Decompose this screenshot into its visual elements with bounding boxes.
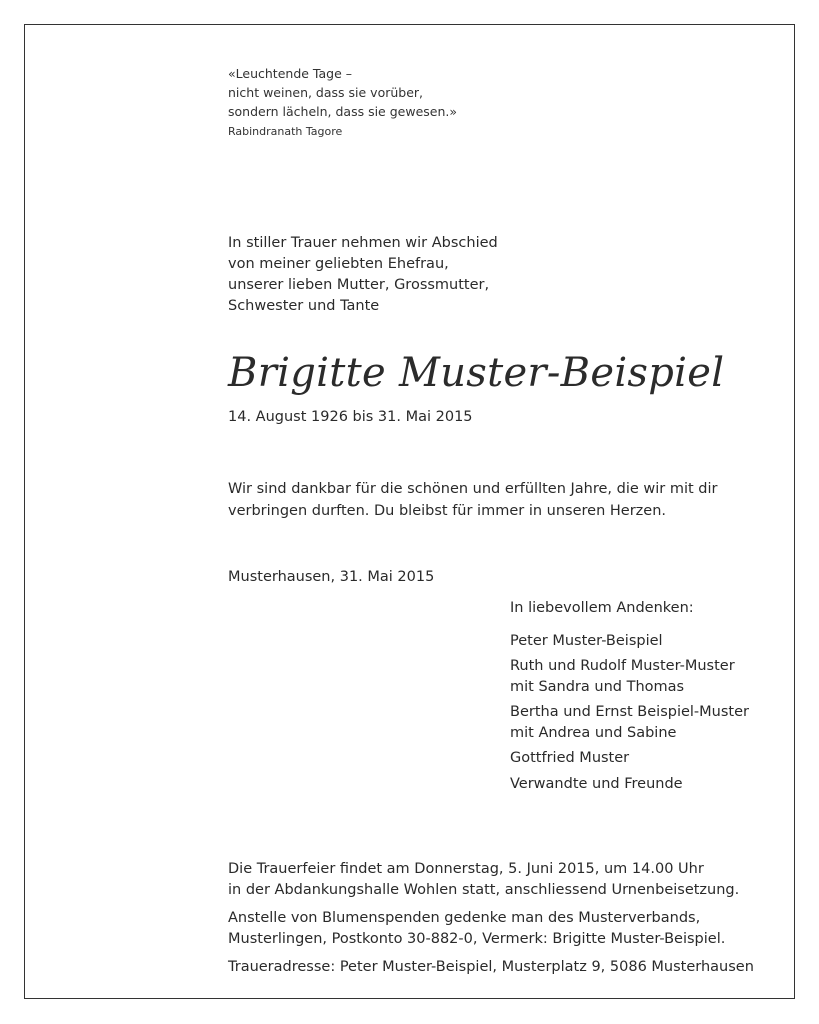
mourner-line: Peter Muster-Beispiel <box>510 632 663 649</box>
mourners-heading: In liebevollem Andenken: <box>510 600 694 616</box>
intro-line: In stiller Trauer nehmen wir Abschied <box>228 235 498 251</box>
mourner-line: Verwandte und Freunde <box>510 775 683 792</box>
mourning-address: Traueradresse: Peter Muster-Beispiel, Musterplatz 9, 5086 Musterhausen <box>228 959 754 975</box>
obituary-notice <box>228 64 768 978</box>
intro-text <box>228 233 768 317</box>
place-and-date: Musterhausen, 31. Mai 2015 <box>228 569 435 585</box>
epigraph-quote <box>228 64 768 121</box>
donation-line: Musterlingen, Postkonto 30-882-0, Vermerk: Brigitte Muster-Beispiel. <box>228 931 726 947</box>
gratitude-line: verbringen durften. Du bleibst für immer in unseren Herzen. <box>228 503 666 519</box>
ceremony-line: in der Abdankungshalle Wohlen statt, anschliessend Urnenbeisetzung. <box>228 882 740 898</box>
gratitude-text <box>228 478 768 522</box>
quote-line: nicht weinen, dass sie vorüber, <box>228 85 424 100</box>
mourner-line: Ruth und Rudolf Muster-Muster <box>510 658 735 674</box>
mourner-entry <box>510 656 768 697</box>
quote-line: «Leuchtende Tage – <box>228 66 352 81</box>
quote-line: sondern lächeln, dass sie gewesen.» <box>228 104 458 119</box>
mourner-line: mit Andrea und Sabine <box>510 724 677 741</box>
mourner-entry <box>510 631 768 652</box>
quote-author: Rabindranath Tagore <box>228 125 343 138</box>
ceremony-line: Die Trauerfeier findet am Donnerstag, 5. Juni 2015, um 14.00 Uhr <box>228 861 704 877</box>
mourner-entry <box>510 774 768 795</box>
deceased-name: Brigitte Muster-Beispiel <box>228 350 725 396</box>
mourners-list <box>510 598 768 794</box>
mourner-line: Bertha und Ernst Beispiel-Muster <box>510 704 749 720</box>
mourner-line: mit Sandra und Thomas <box>510 678 685 695</box>
intro-line: Schwester und Tante <box>228 298 380 314</box>
donation-line: Anstelle von Blumenspenden gedenke man des Musterverbands, <box>228 910 701 926</box>
gratitude-line: Wir sind dankbar für die schönen und erfüllten Jahre, die wir mit dir <box>228 481 718 497</box>
life-dates: 14. August 1926 bis 31. Mai 2015 <box>228 409 473 425</box>
ceremony-info <box>228 859 768 901</box>
intro-line: unserer lieben Mutter, Grossmutter, <box>228 277 490 293</box>
intro-line: von meiner geliebten Ehefrau, <box>228 256 449 272</box>
mourner-entry <box>510 748 768 769</box>
donation-info <box>228 908 768 950</box>
mourner-line: Gottfried Muster <box>510 750 630 766</box>
mourner-entry <box>510 702 768 743</box>
